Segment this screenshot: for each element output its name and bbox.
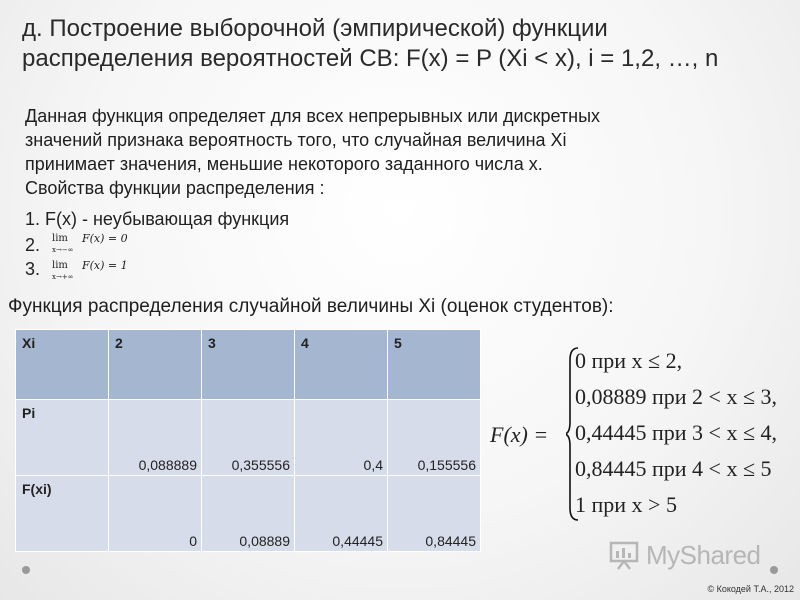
header-cell: 4 <box>295 330 388 400</box>
formula-case-4: 0,84445 при 4 < x ≤ 5 <box>575 456 772 481</box>
table-cell: 0,088889 <box>109 400 202 476</box>
description-line-2: значений признака вероятность того, что случайная величина Xi <box>25 130 567 150</box>
description-line-4: Свойства функции распределения : <box>25 178 325 198</box>
formula-lhs: F(x) = <box>490 422 549 447</box>
table-cell: 0,08889 <box>202 476 295 552</box>
piecewise-formula <box>490 344 795 524</box>
table-row-fx <box>16 476 481 552</box>
lim-word: lim <box>52 260 68 271</box>
table-cell: 0,355556 <box>202 400 295 476</box>
formula-case-1: 0 при x ≤ 2, <box>575 348 683 373</box>
limit-plus-infinity <box>52 259 128 282</box>
header-cell: 2 <box>109 330 202 400</box>
description-line-3: принимает значения, меньшие некоторого заданного числа x. <box>25 154 543 174</box>
decorative-dot-left <box>22 566 30 574</box>
property-3-number: 3. <box>25 259 41 279</box>
header-cell-xi: Xi <box>16 330 109 400</box>
property-1: 1. F(x) - неубывающая функция <box>25 209 290 229</box>
description-line-1: Данная функция определяет для всех непрерывных или дискретных <box>25 106 601 126</box>
lim-word: lim <box>52 233 68 244</box>
table-cell: 0,4 <box>295 400 388 476</box>
header-cell: 3 <box>202 330 295 400</box>
table-caption: Функция распределения случайной величины Xi (оценок студентов): <box>8 296 614 317</box>
logo-text: MyShared <box>646 540 761 570</box>
table-cell: 0,155556 <box>388 400 481 476</box>
title-line-2: распределения вероятностей СВ: F(x) = P (Xi < x), i = 1,2, …, n <box>22 45 719 72</box>
description <box>25 104 785 200</box>
title-line-1: д. Построение выборочной (эмпирической) функции <box>22 15 608 42</box>
lim-subscript: x→+∞ <box>52 273 74 281</box>
formula-case-2: 0,08889 при 2 < x ≤ 3, <box>575 384 778 409</box>
row-label-fx: F(xi) <box>16 476 109 552</box>
formula-case-5: 1 при x > 5 <box>575 492 677 517</box>
table-cell: 0,84445 <box>388 476 481 552</box>
lim-expression: F(x) = 1 <box>82 259 128 272</box>
myshared-logo <box>608 540 768 570</box>
table-header-row <box>16 330 481 400</box>
table-row-pi <box>16 400 481 476</box>
copyright: © Кокодей Т.А., 2012 <box>707 584 794 594</box>
formula-case-3: 0,44445 при 3 < x ≤ 4, <box>575 420 778 445</box>
property-2-number: 2. <box>25 235 41 255</box>
limit-minus-infinity <box>52 232 128 255</box>
table-cell: 0,44445 <box>295 476 388 552</box>
distribution-table <box>15 329 481 552</box>
lim-expression: F(x) = 0 <box>82 232 128 245</box>
lim-subscript: x→−∞ <box>52 246 74 254</box>
slide-title <box>22 14 792 74</box>
header-cell: 5 <box>388 330 481 400</box>
table-cell: 0 <box>109 476 202 552</box>
row-label-pi: Pi <box>16 400 109 476</box>
decorative-dot-right <box>770 566 778 574</box>
presentation-icon <box>608 540 640 570</box>
